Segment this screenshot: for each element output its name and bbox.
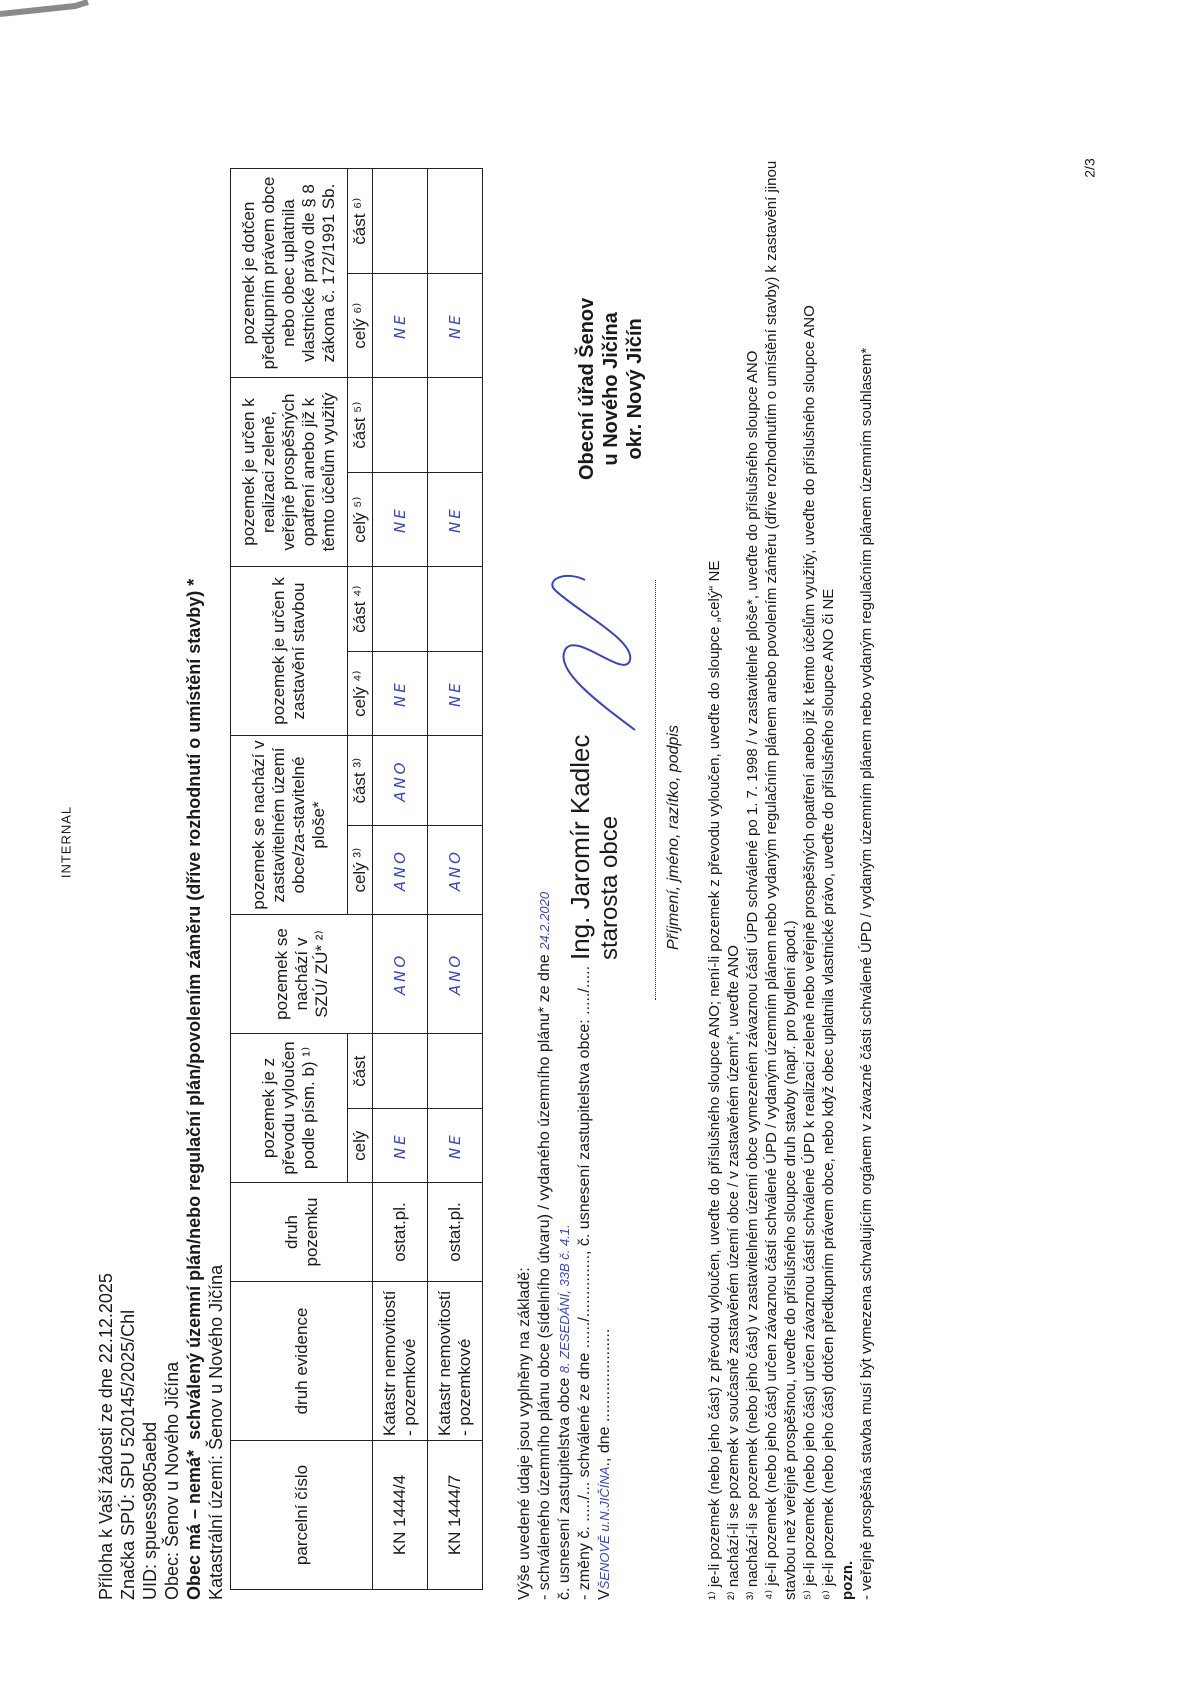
- sub-part-3: část ³⁾: [348, 736, 373, 826]
- cell-building: NE: [373, 652, 428, 736]
- cell-land: ostat.pl.: [428, 1183, 483, 1282]
- footnote-2: ²⁾ nachází-li se pozemek v současně zastavěném území obce / v zastavěném území*, uveďte ANO: [725, 945, 742, 1600]
- col-land: druh pozemku: [231, 1183, 373, 1282]
- basis-changes-line: - změny č. ...../... schválené ze dne ....../.............., č. usnesení zastupitelstva obce: ...../.....: [576, 965, 593, 1600]
- stamp-line-3: okr. Nový Jičín: [624, 318, 646, 460]
- official-stamp: [575, 298, 647, 480]
- basis-intro: Výše uvedené údaje jsou vyplněny na základě:: [516, 1267, 533, 1600]
- header-line-municipality: Obec: Šenov u Nového Jičína: [162, 1361, 182, 1600]
- footnote-1: ¹⁾ je-li pozemek (nebo jeho část) z převodu vyloučen, uveďte do příslušného sloupce ANO; není-li pozemek z převodu vyloučen, uveďte do sloupce „celý“ NE: [706, 560, 723, 1600]
- signature-block: [565, 735, 625, 960]
- footnote-6: ⁶⁾ je-li pozemek (nebo jeho část) dotčen předkupním právem obce, nebo když obec uplatnila vlastnické právo, uveďte do příslušného sloupce ANO či NE: [820, 588, 837, 1600]
- basis-plan-date: 24.2.2020: [537, 891, 552, 950]
- plan-text: schválený územní plán/nebo regulační plán/povolením záměru (dříve rozhodnutí o umístění stavby) *: [184, 578, 204, 1440]
- cell-excluded: NE: [428, 1109, 483, 1183]
- footnotes: [705, 120, 876, 1600]
- footnote-4: ⁴⁾ je-li pozemek (nebo jeho část) určen závaznou částí schválené ÚPD / vydaným územním plánem nebo vydaným regulačním plánem anebo povolením záměru (dříve rozhodnutím o umístění stavby) k zastavění jinou stavbou než veřejně prospěšnou, uveďte do příslušného sloupce druh stavby (např. pro bydlení apod.): [763, 160, 799, 1600]
- basis-resolution-text: č. usnesení zastupitelstva obce: [556, 1377, 573, 1600]
- cell-parcel: KN 1444/4: [373, 1441, 428, 1590]
- sub-whole-4: celý ⁴⁾: [348, 652, 373, 736]
- basis-place-suffix: ., dne .....................: [596, 1328, 613, 1467]
- note-label-text: pozn.: [839, 1560, 856, 1600]
- table-row: [428, 169, 483, 1590]
- col-built: pozemek se nachází v zastavitelném území obce/za-stavitelné ploše*: [231, 736, 348, 915]
- note-text: - veřejně prospěšná stavba musí být vymezena schvalujícím orgánem v závazné části schválené ÚPD / vydaným územním plánem nebo vydaným regulačním plánem územním souhlasem*: [858, 347, 875, 1600]
- plan-prefix: Obec má – nemá*: [184, 1449, 204, 1600]
- footnote-5: ⁵⁾ je-li pozemek (nebo jeho část) určen závaznou částí schválené ÚPD k realizaci zeleně nebo veřejně prospěšných opatření anebo již k těmto účelům využitý, uveďte do příslušného sloupce ANO: [801, 305, 818, 1600]
- col-green: pozemek je určen k realizaci zeleně, veřejně prospěšných opatření anebo již k těmto účelům využitý: [231, 378, 348, 567]
- cell-preempt: NE: [428, 274, 483, 378]
- basis-plan-line: [535, 892, 555, 1600]
- cell-building: NE: [428, 652, 483, 736]
- cell-szu: ANO: [373, 915, 428, 1034]
- page-number: 2/3: [1081, 158, 1098, 178]
- signatory-name: Ing. Jaromír Kadlec: [565, 734, 595, 960]
- col-parcel: parcelní číslo: [231, 1441, 373, 1590]
- footnote-3: ³⁾ nachází-li se pozemek (nebo jeho část) v zastavitelném území obce vymezeném závaznou částí ÚPD schválené po 1. 7. 1998 / v zastavitelné ploše*, uveďte do příslušného sloupce ANO: [744, 350, 761, 1600]
- cell-excluded: NE: [373, 1109, 428, 1183]
- cell-built: ANO: [428, 826, 483, 915]
- signature-caption: Příjmení, jméno, razítko, podpis: [665, 725, 682, 950]
- sub-part-6: část ⁶⁾: [348, 169, 373, 274]
- sub-whole-6: celý ⁶⁾: [348, 274, 373, 378]
- sub-whole-5: celý ⁵⁾: [348, 473, 373, 567]
- col-excluded: pozemek je z převodu vyloučen podle písm. b) ¹⁾: [231, 1034, 348, 1183]
- cell-land: ostat.pl.: [373, 1183, 428, 1282]
- table-row: [373, 169, 428, 1590]
- basis-plan-text: - schváleného územního plánu obce (sídelního útvaru) / vydaného územního plánu* ze dne: [536, 954, 553, 1600]
- cell-szu: ANO: [428, 915, 483, 1034]
- document-header: [95, 579, 227, 1600]
- basis-place-hand: ŠENOVĚ u.N.JIČÍNA: [597, 1466, 612, 1590]
- basis-place-line: [595, 892, 615, 1600]
- basis-section: [515, 892, 615, 1600]
- signature-line: [655, 580, 656, 1000]
- rotated-page: [95, 100, 1095, 1600]
- sub-whole: celý: [348, 1109, 373, 1183]
- header-line-reference: Značka SPÚ: SPU 520145/2025/Chl: [118, 1309, 138, 1600]
- header-line-cadastral: Katastrální území: Šenov u Nového Jičína: [206, 1264, 226, 1600]
- cell-parcel: KN 1444/7: [428, 1441, 483, 1590]
- col-evidence: druh evidence: [231, 1282, 373, 1441]
- header-line-plan: [183, 579, 205, 1600]
- handwritten-signature: [535, 560, 655, 740]
- cell-built-extra: ANO: [373, 736, 428, 826]
- cell-preempt: NE: [373, 274, 428, 378]
- col-preempt: pozemek je dotčen předkupním právem obce nebo obec uplatnila vlastnické právo dle § 8 zákona č. 172/1991 Sb.: [231, 169, 348, 378]
- sub-part: část: [348, 1034, 373, 1109]
- basis-place-prefix: V: [596, 1589, 613, 1600]
- col-szu: pozemek se nachází v SZÚ/ ZÚ* ²⁾: [231, 915, 373, 1034]
- sub-whole-3: celý ³⁾: [348, 826, 373, 915]
- basis-resolution-hand: 8. ZESEDÁNÍ, 33B č. 4.1.: [557, 1224, 572, 1374]
- header-line-uid: UID: spuess9805aebd: [140, 1421, 160, 1600]
- signatory-role: starosta obce: [596, 815, 623, 960]
- cell-evidence: Katastr nemovitostí - pozemkové: [373, 1282, 428, 1441]
- col-building: pozemek je určen k zastavění stavbou: [231, 567, 348, 736]
- cell-green: NE: [428, 473, 483, 567]
- basis-resolution-line: [555, 892, 575, 1600]
- staple-mark: [0, 0, 90, 30]
- sub-part-4: část ⁴⁾: [348, 567, 373, 652]
- cell-evidence: Katastr nemovitostí - pozemkové: [428, 1282, 483, 1441]
- sub-part-5: část ⁵⁾: [348, 378, 373, 473]
- watermark-internal: INTERNAL: [58, 805, 74, 879]
- stamp-line-2: u Nového Jičína: [600, 312, 622, 466]
- stamp-line-1: Obecní úřad Šenov: [576, 297, 598, 480]
- parcel-table: [230, 168, 483, 1590]
- cell-green: NE: [373, 473, 428, 567]
- header-line-request: Příloha k Vaší žádosti ze dne 22.12.2025: [96, 1273, 116, 1600]
- cell-built: ANO: [373, 826, 428, 915]
- note-label: [838, 120, 857, 1600]
